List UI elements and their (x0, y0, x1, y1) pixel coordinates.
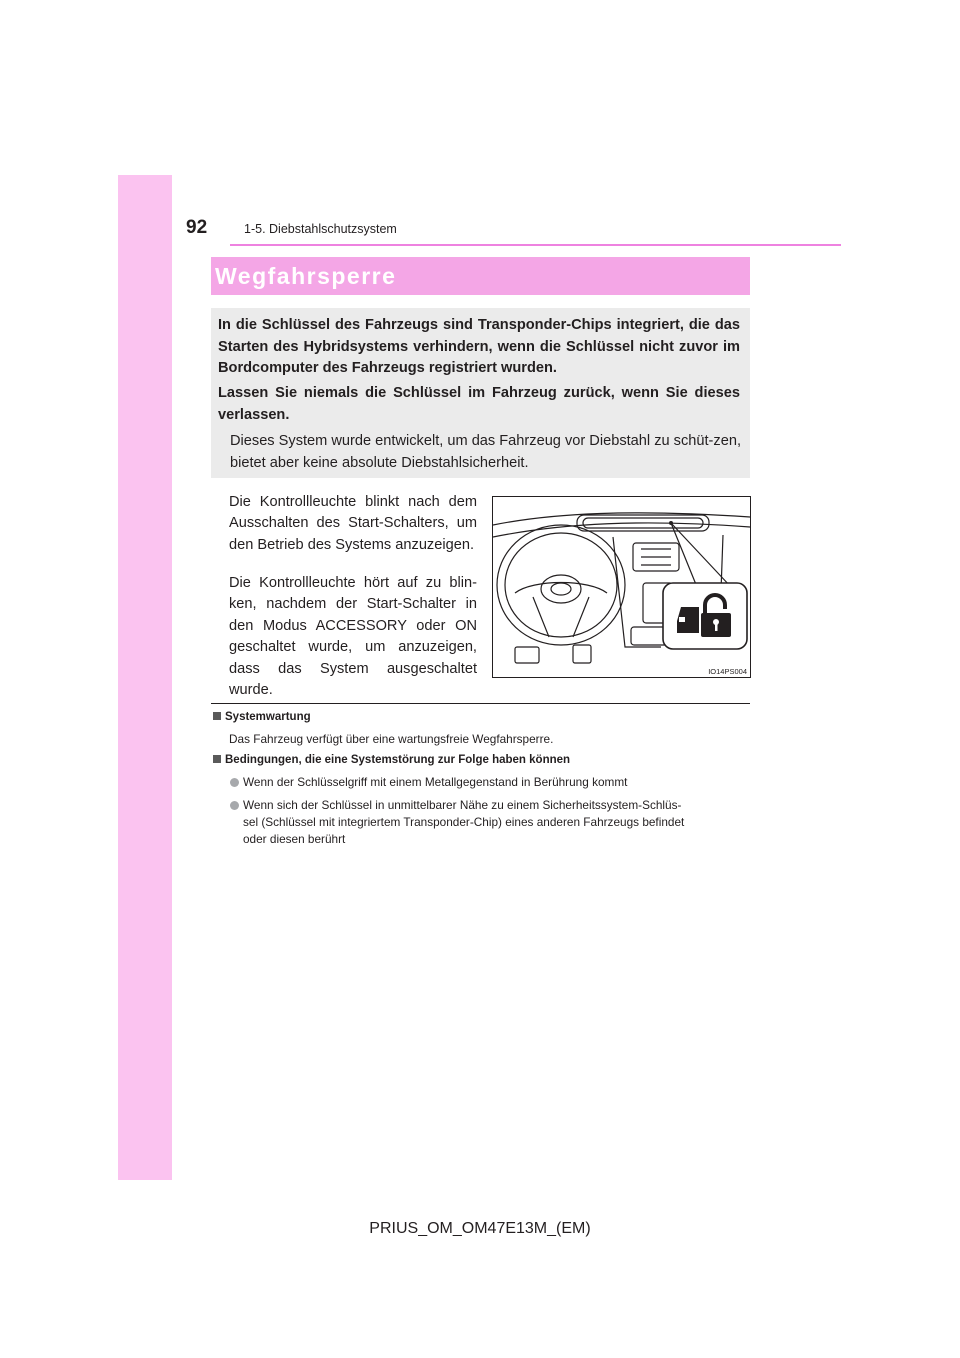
maintenance-heading: Systemwartung (213, 711, 311, 723)
figure-code: IO14PS004 (708, 667, 747, 676)
dashboard-illustration (493, 497, 750, 677)
square-bullet-icon (213, 755, 221, 763)
circle-bullet-icon (230, 801, 239, 810)
chapter-title: 1-5. Diebstahlschutzsystem (244, 222, 397, 236)
body-paragraph-1: Die Kontrollleuchte blinkt nach dem Ausschalten des Start-Schalters, um den Betrieb des Systems anzuzeigen. (229, 494, 477, 553)
dashboard-figure (492, 496, 751, 678)
condition-2-line-1: Wenn sich der Schlüssel in unmittelbarer Nähe zu einem Sicherheitssystem-Schlüs- (243, 798, 682, 812)
footer-doc-id: PRIUS_OM_OM47E13M_(EM) (369, 1220, 591, 1237)
intro-box (211, 308, 750, 478)
square-bullet-icon (213, 712, 221, 720)
intro-bold-text-1: In die Schlüssel des Fahrzeugs sind Transponder-Chips integriert, die das Starten des Hybridsystems verhindern, wenn die Schlüssel nicht zuvor im Bordcomputer des Fahrzeugs registriert wurden. (218, 317, 740, 377)
intro-bold-text-2: Lassen Sie niemals die Schlüssel im Fahrzeug zurück, wenn Sie dieses verlassen. (218, 385, 740, 423)
condition-2-line-2: sel (Schlüssel mit integriertem Transponder-Chip) eines anderen Fahrzeugs befindet (243, 815, 685, 829)
section-divider (211, 703, 750, 704)
condition-1: Wenn der Schlüsselgriff mit einem Metallgegenstand in Berührung kommt (243, 775, 628, 789)
conditions-heading: Bedingungen, die eine Systemstörung zur Folge haben können (213, 754, 570, 766)
condition-2-line-3: oder diesen berührt (243, 832, 346, 846)
intro-note: Dieses System wurde entwickelt, um das Fahrzeug vor Diebstahl zu schüt-zen, bietet aber keine absolute Diebstahlsicherheit. (230, 433, 741, 471)
section-title: Wegfahrsperre (215, 263, 397, 289)
header-rule (230, 244, 841, 246)
circle-bullet-icon (230, 778, 239, 787)
chapter-side-band (118, 175, 172, 1180)
body-paragraph-2: Die Kontrollleuchte hört auf zu blin-ken, nachdem der Start-Schalter in den Modus ACCESSORY oder ON geschaltet wurde, um anzuzeigen, dass das System ausgeschaltet wurde. (229, 575, 477, 699)
maintenance-text: Das Fahrzeug verfügt über eine wartungsfreie Wegfahrsperre. (229, 732, 554, 746)
page-number: 92 (186, 217, 208, 238)
